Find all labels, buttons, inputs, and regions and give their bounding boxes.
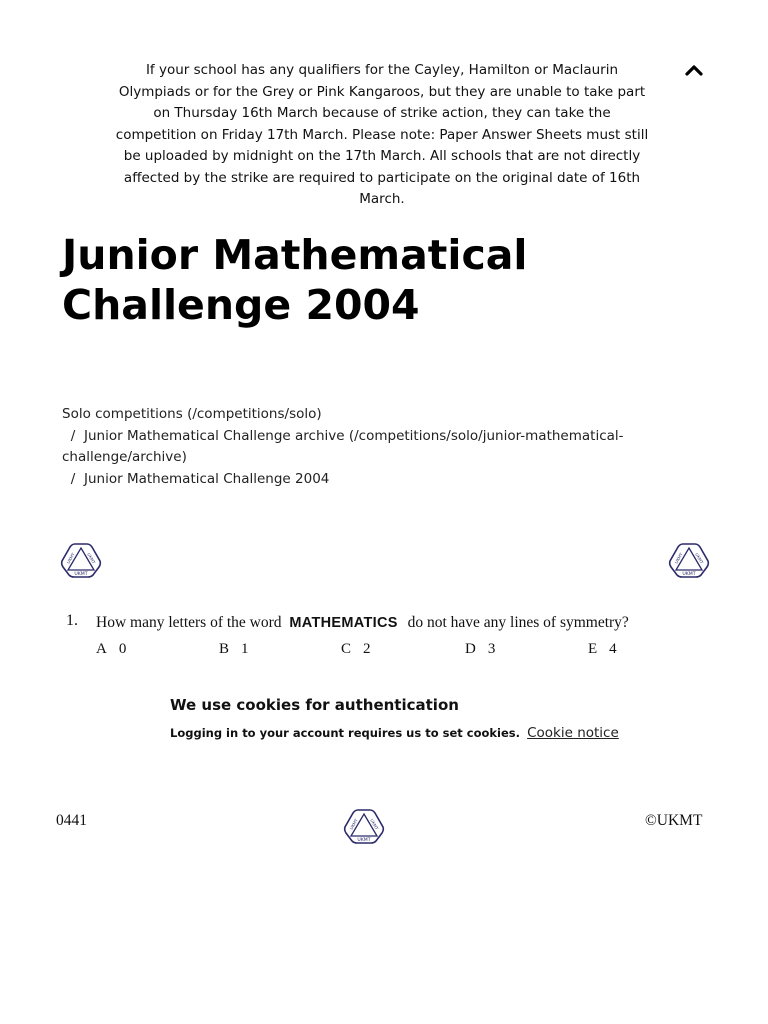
collapse-banner-button[interactable] bbox=[682, 60, 706, 80]
question-number: 1. bbox=[66, 612, 78, 629]
svg-text:UKMT: UKMT bbox=[682, 572, 696, 577]
copyright-notice: ©UKMT bbox=[645, 812, 703, 829]
cookie-notice-link[interactable]: Cookie notice bbox=[527, 725, 619, 741]
question-text bbox=[96, 614, 629, 632]
ukmt-logo-footer bbox=[342, 806, 386, 846]
page-title: Junior Mathematical Challenge 2004 bbox=[62, 231, 528, 329]
svg-text:UKMT: UKMT bbox=[694, 552, 705, 565]
svg-text:UKMT: UKMT bbox=[65, 552, 76, 565]
breadcrumb-link-solo-competitions[interactable]: Solo competitions (/competitions/solo) bbox=[62, 406, 322, 422]
answer-option-a: A 0 bbox=[96, 641, 127, 657]
breadcrumb bbox=[62, 404, 662, 491]
cookie-notice-title: We use cookies for authentication bbox=[170, 696, 459, 714]
chevron-up-icon bbox=[685, 64, 703, 76]
ukmt-logo-icon bbox=[342, 806, 386, 846]
breadcrumb-separator: / bbox=[70, 471, 76, 488]
answer-option-b: B 1 bbox=[219, 641, 249, 657]
svg-text:UKMT: UKMT bbox=[348, 818, 359, 831]
ukmt-logo-icon bbox=[59, 540, 103, 580]
svg-text:UKMT: UKMT bbox=[369, 818, 380, 831]
answer-option-e: E 4 bbox=[588, 641, 617, 657]
paper-code: 0441 bbox=[56, 812, 87, 829]
answer-options bbox=[96, 641, 696, 661]
cookie-notice-text: Logging in to your account requires us to set cookies. bbox=[170, 726, 520, 740]
cookie-notice bbox=[170, 696, 690, 741]
svg-text:UKMT: UKMT bbox=[86, 552, 97, 565]
svg-text:UKMT: UKMT bbox=[357, 838, 371, 843]
question-text-before: How many letters of the word bbox=[96, 614, 282, 631]
ukmt-logo-icon bbox=[667, 540, 711, 580]
svg-text:UKMT: UKMT bbox=[74, 572, 88, 577]
answer-option-d: D 3 bbox=[465, 641, 496, 657]
question-text-after: do not have any lines of symmetry? bbox=[407, 614, 629, 631]
ukmt-logo-left bbox=[59, 540, 103, 580]
answer-option-c: C 2 bbox=[341, 641, 371, 657]
ukmt-logo-right bbox=[667, 540, 711, 580]
breadcrumb-link-jmc-archive[interactable]: Junior Mathematical Challenge archive (/competitions/solo/junior-mathematical-challenge/archive) bbox=[62, 427, 624, 466]
strike-notice-banner: If your school has any qualifiers for the Cayley, Hamilton or Maclaurin Olympiads or for the Grey or Pink Kangaroos, but they are unable to take part on Thursday 16th March because of strike action, they can take the competition on Friday 17th March. Please note: Paper Answer Sheets must still be uploaded by midnight on the 17th March. All schools that are not directly affected by the strike are required to participate on the original date of 16th March. bbox=[115, 62, 649, 207]
breadcrumb-current-page: Junior Mathematical Challenge 2004 bbox=[84, 471, 330, 488]
breadcrumb-separator: / bbox=[70, 427, 76, 444]
svg-text:UKMT: UKMT bbox=[673, 552, 684, 565]
question-word: MATHEMATICS bbox=[289, 615, 398, 631]
